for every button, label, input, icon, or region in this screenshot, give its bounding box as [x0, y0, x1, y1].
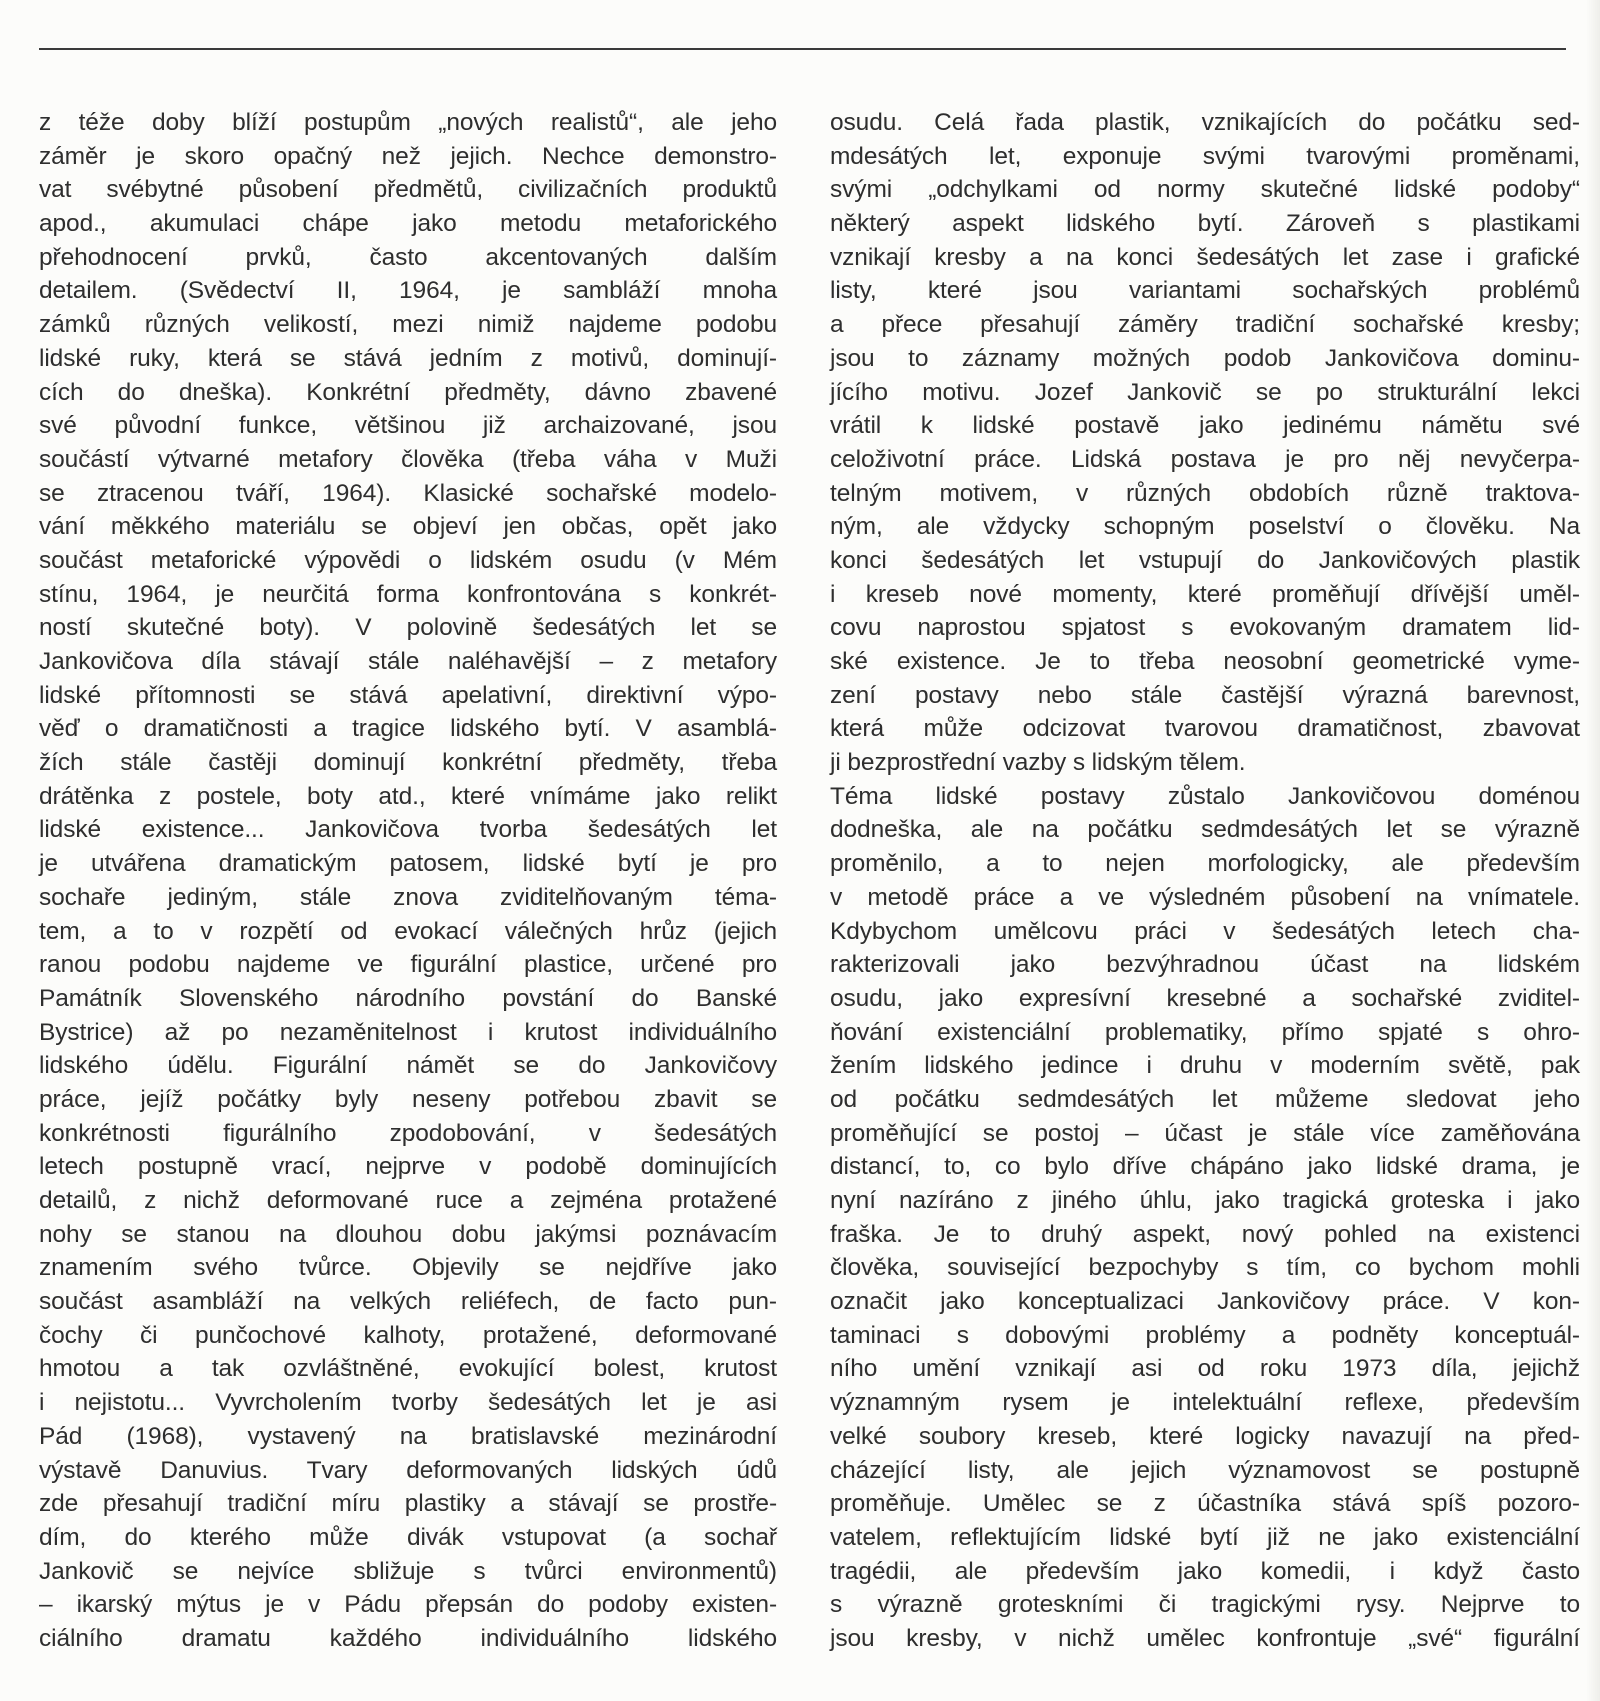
text-line: detailů, z nichž deformované ruce a zejména protažené	[39, 1187, 777, 1214]
text-line: hmotou a tak ozvláštněné, evokující bolest, krutost	[39, 1355, 777, 1383]
text-line: proměňující se postoj – účast je stále více zaměňována	[830, 1119, 1580, 1147]
text-line: fraška. Je to druhý aspekt, nový pohled na existenci	[830, 1220, 1580, 1248]
text-line: jsou kresby, v nichž umělec konfrontuje „své“ figurální	[830, 1624, 1580, 1652]
text-line: ního umění vznikají asi od roku 1973 díla, jejichž	[830, 1355, 1580, 1383]
right-text-column	[830, 106, 1580, 1656]
text-line: proměnilo, a to nejen morfologicky, ale především	[830, 850, 1580, 878]
text-line: součást asambláží na velkých reliéfech, de facto pun-	[39, 1288, 777, 1316]
text-line: v metodě práce a ve výsledném působení na vnímatele.	[830, 883, 1580, 911]
text-line: je utvářena dramatickým patosem, lidské bytí je pro	[39, 850, 777, 878]
text-line: i kreseb nové momenty, které proměňují dřívější uměl-	[830, 580, 1580, 608]
text-line: vznikají kresby a na konci šedesátých let zase i grafické	[830, 243, 1580, 271]
text-line: vatelem, reflektujícím lidské bytí již ne jako existenciální	[830, 1523, 1580, 1551]
text-line: listy, které jsou variantami sochařských problémů	[830, 277, 1580, 305]
text-line: významným rysem je intelektuální reflexe, především	[830, 1389, 1580, 1417]
text-line: osudu. Celá řada plastik, vznikajících do počátku sed-	[830, 109, 1580, 136]
text-line: znamením svého tvůrce. Objevily se nejdříve jako	[39, 1254, 777, 1282]
text-line: která může odcizovat tvarovou dramatičnost, zbavovat	[830, 715, 1580, 743]
text-line: konkrétnosti figurálního zpodobování, v šedesátých	[39, 1119, 777, 1147]
text-line: své původní funkce, většinou již archaizované, jsou	[39, 412, 777, 440]
text-line: dím, do kterého může divák vstupovat (a sochař	[39, 1523, 777, 1551]
text-line: lidské existence... Jankovičova tvorba šedesátých let	[39, 816, 777, 844]
text-line: práce, jejíž počátky byly neseny potřebou zbavit se	[39, 1085, 777, 1113]
text-line: přehodnocení prvků, často akcentovaných dalším	[39, 243, 777, 271]
text-line: součástí výtvarné metafory člověka (třeba váha v Muži	[39, 445, 777, 473]
text-line: jícího motivu. Jozef Jankovič se po strukturální lekci	[830, 378, 1580, 406]
text-line: cházející listy, ale jejich významovost se postupně	[830, 1456, 1580, 1484]
text-line: lidské přítomnosti se stává apelativní, direktivní výpo-	[39, 681, 777, 709]
text-line: ciálního dramatu každého individuálního lidského	[39, 1624, 777, 1652]
text-line: lidské ruky, která se stává jedním z motivů, dominují-	[39, 344, 777, 372]
text-line: Kdybychom umělcovu práci v šedesátých letech cha-	[830, 917, 1580, 945]
text-line: velké soubory kreseb, které logicky navazují na před-	[830, 1422, 1580, 1450]
text-line: některý aspekt lidského bytí. Zároveň s plastikami	[830, 210, 1580, 238]
text-line: žích stále častěji dominují konkrétní předměty, třeba	[39, 749, 777, 777]
text-line: detailem. (Svědectví II, 1964, je sambláží mnoha	[39, 277, 777, 305]
text-line: osudu, jako expresívní kresebné a sochařské zviditel-	[830, 984, 1580, 1012]
text-line: tragédii, ale především jako komedii, i když často	[830, 1557, 1580, 1585]
text-line: záměr je skoro opačný než jejich. Nechce demonstro-	[39, 142, 777, 170]
text-line: žením lidského jedince i druhu v moderním světě, pak	[830, 1052, 1580, 1080]
text-line: ranou podobu najdeme ve figurální plastice, určené pro	[39, 951, 777, 979]
text-line: rakterizovali jako bezvýhradnou účast na lidském	[830, 951, 1580, 979]
text-line: člověka, související bezpochyby s tím, co bychom mohli	[830, 1254, 1580, 1282]
text-line: Pád (1968), vystavený na bratislavské mezinárodní	[39, 1422, 777, 1450]
text-line: a přece přesahují záměry tradiční sochařské kresby;	[830, 311, 1580, 339]
text-line: věď o dramatičnosti a tragice lidského bytí. V asamblá-	[39, 715, 777, 743]
text-line: nyní nazíráno z jiného úhlu, jako tragická groteska i jako	[830, 1187, 1580, 1214]
text-line: čochy či punčochové kalhoty, protažené, deformované	[39, 1321, 777, 1349]
text-line: nohy se stanou na dlouhou dobu jakýmsi poznávacím	[39, 1220, 777, 1248]
text-line: proměňuje. Umělec se z účastníka stává spíš pozoro-	[830, 1490, 1580, 1518]
text-line: – ikarský mýtus je v Pádu přepsán do podoby existen-	[39, 1591, 777, 1619]
text-line: celoživotní práce. Lidská postava je pro něj nevyčerpa-	[830, 445, 1580, 473]
text-line: mdesátých let, exponuje svými tvarovými proměnami,	[830, 142, 1580, 170]
text-line: zámků různých velikostí, mezi nimiž najdeme podobu	[39, 311, 777, 339]
text-line: se ztracenou tváří, 1964). Klasické sochařské modelo-	[39, 479, 777, 507]
text-line: součást metaforické výpovědi o lidském osudu (v Mém	[39, 546, 777, 574]
left-text-column	[39, 106, 777, 1656]
text-line: cích do dneška). Konkrétní předměty, dávno zbavené	[39, 378, 777, 406]
text-line: covu naprostou spjatost s evokovaným dramatem lid-	[830, 614, 1580, 642]
text-line: Jankovič se nejvíce sbližuje s tvůrci environmentů)	[39, 1557, 777, 1585]
text-line: ji bezprostřední vazby s lidským tělem.	[830, 749, 1246, 777]
text-line: Jankovičova díla stávají stále naléhavější – z metafory	[39, 648, 777, 675]
text-line: jsou to záznamy možných podob Jankovičova dominu-	[830, 344, 1580, 372]
text-line: z téže doby blíží postupům „nových realistů“, ale jeho	[39, 109, 777, 136]
text-line: i nejistotu... Vyvrcholením tvorby šedesátých let je asi	[39, 1389, 777, 1417]
text-line: distancí, to, co bylo dříve chápáno jako lidské drama, je	[830, 1153, 1580, 1181]
text-line: vrátil k lidské postavě jako jedinému námětu své	[830, 412, 1580, 440]
text-line: stínu, 1964, je neurčitá forma konfrontována s konkrét-	[39, 580, 777, 608]
text-line: ňování existenciální problematiky, přímo spjaté s ohro-	[830, 1018, 1580, 1046]
text-line: vání měkkého materiálu se objeví jen občas, opět jako	[39, 513, 777, 541]
text-line: konci šedesátých let vstupují do Jankovičových plastik	[830, 546, 1580, 574]
text-line: zde přesahují tradiční míru plastiky a stávají se prostře-	[39, 1490, 777, 1518]
text-line: svými „odchylkami od normy skutečné lidské podoby“	[830, 176, 1580, 204]
text-line: drátěnka z postele, boty atd., které vnímáme jako relikt	[39, 782, 777, 810]
text-line: výstavě Danuvius. Tvary deformovaných lidských údů	[39, 1456, 777, 1484]
text-line: od počátku sedmdesátých let můžeme sledovat jeho	[830, 1085, 1580, 1113]
text-line: telným motivem, v různých obdobích různě traktova-	[830, 479, 1580, 507]
text-line: ností skutečné boty). V polovině šedesátých let se	[39, 614, 777, 642]
text-line: Bystrice) až po nezaměnitelnost i krutost individuálního	[39, 1018, 777, 1046]
text-line: apod., akumulaci chápe jako metodu metaforického	[39, 210, 777, 238]
page-edge-shadow	[1586, 0, 1600, 1701]
text-line: Památník Slovenského národního povstání do Banské	[39, 984, 777, 1012]
header-rule	[39, 48, 1566, 50]
text-line: označit jako konceptualizaci Jankovičovy práce. V kon-	[830, 1288, 1580, 1316]
text-line: tem, a to v rozpětí od evokací válečných hrůz (jejich	[39, 917, 777, 945]
text-line: zení postavy nebo stále častější výrazná barevnost,	[830, 681, 1580, 709]
text-line: taminaci s dobovými problémy a podněty konceptuál-	[830, 1321, 1580, 1349]
text-line: sochaře jediným, stále znova zviditelňovaným téma-	[39, 883, 777, 911]
text-line: s výrazně groteskními či tragickými rysy. Nejprve to	[830, 1591, 1580, 1619]
text-line: ské existence. Je to třeba neosobní geometrické vyme-	[830, 648, 1580, 675]
text-line: letech postupně vrací, nejprve v podobě dominujících	[39, 1153, 777, 1181]
text-line: lidského údělu. Figurální námět se do Jankovičovy	[39, 1052, 777, 1080]
text-line: ným, ale vždycky schopným poselství o člověku. Na	[830, 513, 1580, 541]
text-line: dodneška, ale na počátku sedmdesátých let se výrazně	[830, 816, 1580, 844]
text-line: Téma lidské postavy zůstalo Jankovičovou doménou	[830, 782, 1580, 810]
text-line: vat svébytné působení předmětů, civilizačních produktů	[39, 176, 777, 204]
